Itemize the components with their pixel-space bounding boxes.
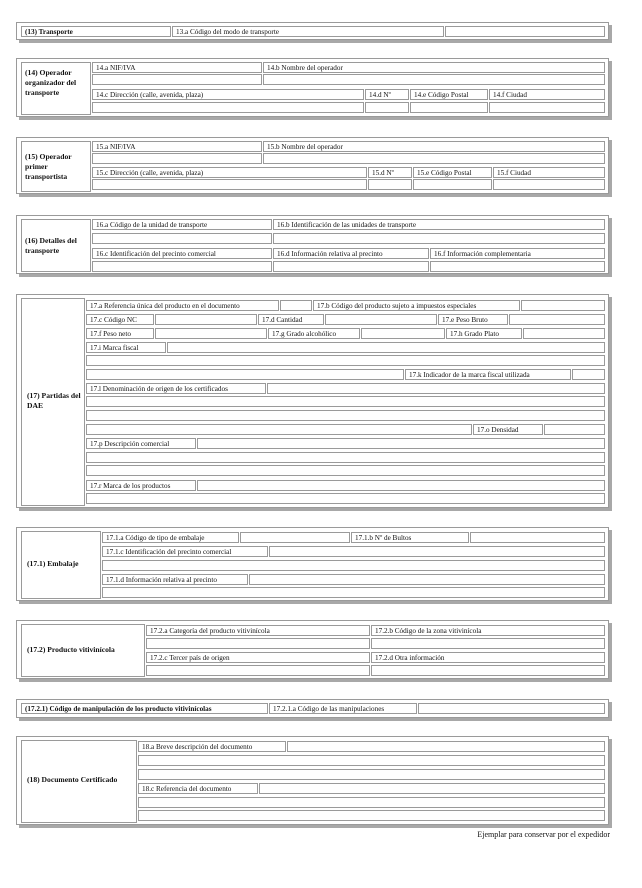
label-16f: 16.f Información complementaria bbox=[430, 248, 605, 259]
field-14e[interactable] bbox=[410, 102, 488, 113]
field-17o[interactable] bbox=[544, 424, 605, 435]
field-15d[interactable] bbox=[368, 179, 412, 190]
label-16d: 16.d Información relativa al precinto bbox=[273, 248, 429, 259]
label-14e: 14.e Código Postal bbox=[410, 89, 488, 100]
field-15c[interactable] bbox=[92, 179, 367, 190]
label-15b: 15.b Nombre del operador bbox=[263, 141, 605, 152]
label-17i: 17.i Marca fiscal bbox=[86, 342, 166, 353]
field-18a3[interactable] bbox=[138, 769, 605, 780]
field-17e[interactable] bbox=[509, 314, 605, 325]
section-17-partidas bbox=[16, 294, 609, 508]
field-14c[interactable] bbox=[92, 102, 364, 113]
label-17e: 17.e Peso Bruto bbox=[438, 314, 508, 325]
label-17r: 17.r Marca de los productos bbox=[86, 480, 196, 491]
section-title: (13) Transporte bbox=[21, 26, 171, 37]
field-172a[interactable] bbox=[146, 638, 370, 649]
label-15c: 15.c Dirección (calle, avenida, plaza) bbox=[92, 167, 367, 178]
label-17b: 17.b Código del producto sujeto a impuestos especiales bbox=[313, 300, 520, 311]
label-13a: 13.a Código del modo de transporte bbox=[172, 26, 444, 37]
label-172b: 17.2.b Código de la zona vitivinícola bbox=[371, 625, 605, 636]
label-15e: 15.e Código Postal bbox=[413, 167, 492, 178]
field-17m[interactable] bbox=[86, 396, 605, 407]
label-17h: 17.h Grado Plato bbox=[446, 328, 522, 339]
field-1721a[interactable] bbox=[418, 703, 605, 714]
label-17o: 17.o Densidad bbox=[473, 424, 543, 435]
label-16b: 16.b Identificación de las unidades de transporte bbox=[273, 219, 605, 230]
label-171c: 17.1.c Identificación del precinto comercial bbox=[102, 546, 268, 557]
label-17d: 17.d Cantidad bbox=[258, 314, 324, 325]
field-18c[interactable] bbox=[259, 783, 605, 794]
field-17k[interactable] bbox=[572, 369, 605, 380]
label-1721a: 17.2.1.a Código de las manipulaciones bbox=[269, 703, 417, 714]
field-17q[interactable] bbox=[86, 452, 605, 463]
label-15f: 15.f Ciudad bbox=[493, 167, 605, 178]
field-17n[interactable] bbox=[86, 410, 605, 421]
section-title: (14) Operador organizador del transporte bbox=[25, 68, 77, 97]
label-16c: 16.c Identificación del precinto comercial bbox=[92, 248, 272, 259]
section-18-documento-certificado bbox=[16, 736, 609, 825]
field-15e[interactable] bbox=[413, 179, 492, 190]
field-17q2[interactable] bbox=[86, 465, 605, 476]
field-15b[interactable] bbox=[263, 153, 605, 164]
label-14a: 14.a NIF/IVA bbox=[92, 62, 262, 73]
field-16a[interactable] bbox=[92, 233, 272, 244]
label-17f: 17.f Peso neto bbox=[86, 328, 154, 339]
field-171c[interactable] bbox=[269, 546, 605, 557]
label-17k: 17.k Indicador de la marca fiscal utilizada bbox=[405, 369, 571, 380]
section-17-1-embalaje bbox=[16, 527, 609, 601]
label-18c: 18.c Referencia del documento bbox=[138, 783, 258, 794]
field-17k-pre[interactable] bbox=[86, 369, 404, 380]
field-14b[interactable] bbox=[263, 74, 605, 85]
label-14d: 14.d Nº bbox=[365, 89, 409, 100]
field-14a[interactable] bbox=[92, 74, 262, 85]
label-171b: 17.1.b Nº de Bultos bbox=[351, 532, 469, 543]
field-172d[interactable] bbox=[371, 665, 605, 676]
section-title: (16) Detalles del transporte bbox=[25, 236, 77, 255]
section-15-primer-transportista bbox=[16, 137, 609, 194]
field-171d2[interactable] bbox=[102, 587, 605, 598]
label-171a: 17.1.a Código de tipo de embalaje bbox=[102, 532, 239, 543]
field-17c[interactable] bbox=[155, 314, 257, 325]
field-17j[interactable] bbox=[86, 355, 605, 366]
field-17h[interactable] bbox=[523, 328, 605, 339]
field-17l[interactable] bbox=[267, 383, 605, 394]
label-17a: 17.a Referencia única del producto en el documento bbox=[86, 300, 279, 311]
field-17a[interactable] bbox=[280, 300, 312, 311]
field-17f[interactable] bbox=[155, 328, 267, 339]
field-17d[interactable] bbox=[325, 314, 437, 325]
section-title: (18) Documento Certificado bbox=[27, 775, 118, 784]
section-17-2-1-manipulacion bbox=[16, 699, 609, 718]
field-16f[interactable] bbox=[430, 261, 605, 272]
field-13a[interactable] bbox=[445, 26, 605, 37]
field-17r[interactable] bbox=[197, 480, 605, 491]
label-172d: 17.2.d Otra información bbox=[371, 652, 605, 663]
label-15d: 15.d Nº bbox=[368, 167, 412, 178]
field-18c2[interactable] bbox=[138, 797, 605, 808]
field-14f[interactable] bbox=[489, 102, 605, 113]
label-172a: 17.2.a Categoría del producto vitivinícola bbox=[146, 625, 370, 636]
label-14f: 14.f Ciudad bbox=[489, 89, 605, 100]
field-15a[interactable] bbox=[92, 153, 262, 164]
field-16c[interactable] bbox=[92, 261, 272, 272]
label-171d: 17.1.d Información relativa al precinto bbox=[102, 574, 248, 585]
label-14b: 14.b Nombre del operador bbox=[263, 62, 605, 73]
section-title: (17.2) Producto vitivinícola bbox=[27, 645, 115, 654]
field-172b[interactable] bbox=[371, 638, 605, 649]
field-17o-pre[interactable] bbox=[86, 424, 472, 435]
field-171c2[interactable] bbox=[102, 560, 605, 571]
field-18a2[interactable] bbox=[138, 755, 605, 766]
field-15f[interactable] bbox=[493, 179, 605, 190]
section-16-detalles-transporte bbox=[16, 215, 609, 274]
section-title: (17.1) Embalaje bbox=[27, 559, 79, 568]
label-18a: 18.a Breve descripción del documento bbox=[138, 741, 286, 752]
field-18c3[interactable] bbox=[138, 810, 605, 821]
field-171d[interactable] bbox=[249, 574, 605, 585]
field-17p[interactable] bbox=[197, 438, 605, 449]
section-17-2-producto-vitivinicola bbox=[16, 620, 609, 679]
field-17g[interactable] bbox=[361, 328, 445, 339]
field-18a[interactable] bbox=[287, 741, 605, 752]
label-172c: 17.2.c Tercer país de origen bbox=[146, 652, 370, 663]
field-171b[interactable] bbox=[470, 532, 605, 543]
field-16d[interactable] bbox=[273, 261, 429, 272]
label-14c: 14.c Dirección (calle, avenida, plaza) bbox=[92, 89, 364, 100]
section-title: (15) Operador primer transportista bbox=[25, 152, 72, 181]
label-16a: 16.a Código de la unidad de transporte bbox=[92, 219, 272, 230]
field-14d[interactable] bbox=[365, 102, 409, 113]
section-13-transporte bbox=[16, 22, 609, 40]
label-17p: 17.p Descripción comercial bbox=[86, 438, 196, 449]
label-15a: 15.a NIF/IVA bbox=[92, 141, 262, 152]
field-172c[interactable] bbox=[146, 665, 370, 676]
field-17i[interactable] bbox=[167, 342, 605, 353]
section-title: (17) Partidas del DAE bbox=[27, 391, 81, 410]
section-14-operador-organizador bbox=[16, 58, 609, 117]
section-title: (17.2.1) Código de manipulación de los producto vitivinícolas bbox=[21, 703, 268, 714]
field-171a[interactable] bbox=[240, 532, 350, 543]
field-16b[interactable] bbox=[273, 233, 605, 244]
field-17s[interactable] bbox=[86, 493, 605, 504]
label-17c: 17.c Código NC bbox=[86, 314, 154, 325]
footer-note: Ejemplar para conservar por el expedidor bbox=[477, 830, 610, 839]
label-17l: 17.l Denominación de origen de los certificados bbox=[86, 383, 266, 394]
field-17b[interactable] bbox=[521, 300, 605, 311]
label-17g: 17.g Grado alcohólico bbox=[268, 328, 360, 339]
